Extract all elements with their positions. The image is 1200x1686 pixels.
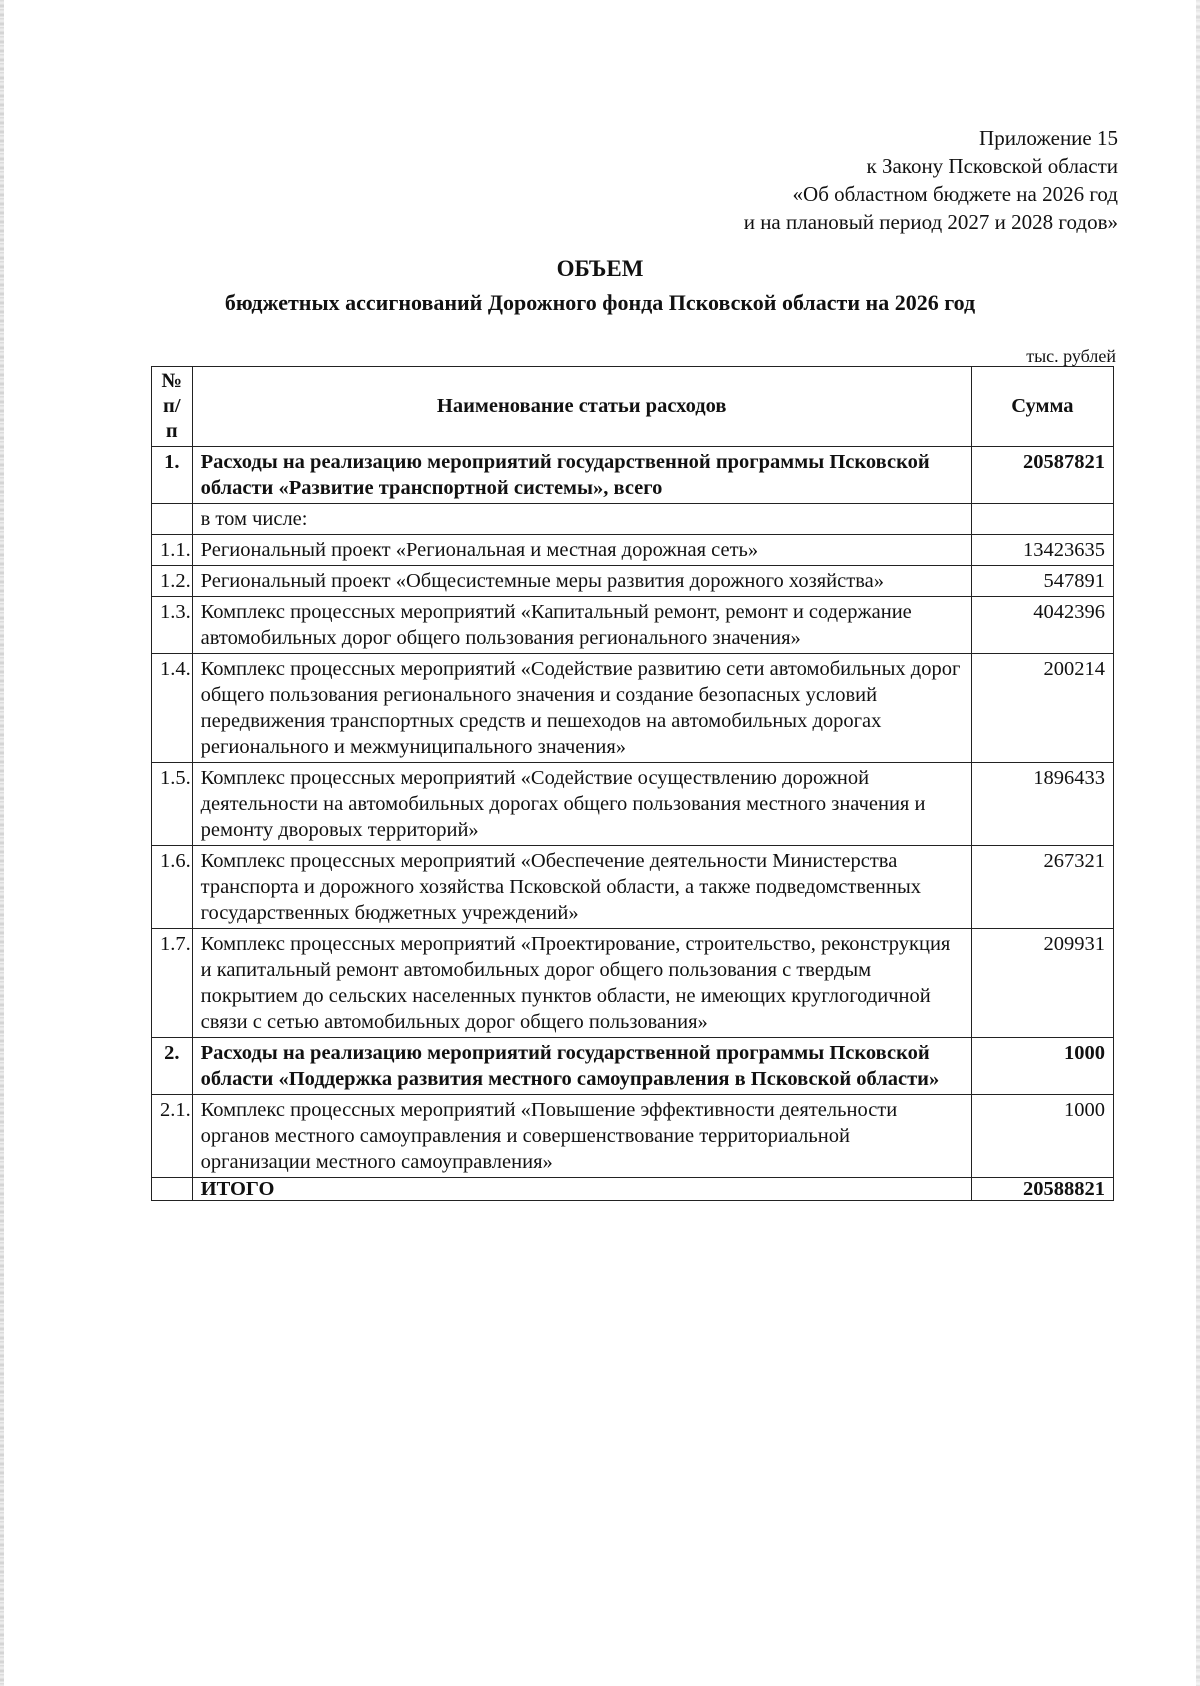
scan-edge-left	[0, 0, 4, 1686]
table-row	[152, 1038, 1114, 1095]
table-body	[152, 447, 1114, 1201]
total-sum: 20588821	[971, 1178, 1113, 1201]
total-row	[152, 1178, 1114, 1201]
row-name: Комплекс процессных мероприятий «Капитальный ремонт, ремонт и содержание автомобильных дорог общего пользования регионального значения»	[192, 597, 971, 654]
row-name: в том числе:	[192, 504, 971, 535]
row-number: 1.7.	[152, 929, 193, 1038]
annex-line-3: «Об областном бюджете на 2026 год	[792, 182, 1118, 206]
header-number: № п/п	[152, 367, 193, 447]
table-row	[152, 846, 1114, 929]
annex-block	[744, 124, 1118, 236]
row-sum: 547891	[971, 566, 1113, 597]
table-row	[152, 504, 1114, 535]
document-subtitle: бюджетных ассигнований Дорожного фонда Псковской области на 2026 год	[224, 290, 976, 315]
row-sum: 20587821	[971, 447, 1113, 504]
row-name: Региональный проект «Общесистемные меры развития дорожного хозяйства»	[192, 566, 971, 597]
document-title: ОБЪЕМ	[556, 256, 644, 281]
table-header-row	[152, 367, 1114, 447]
row-number: 1.5.	[152, 763, 193, 846]
table-row	[152, 1095, 1114, 1178]
table-row	[152, 535, 1114, 566]
table-row	[152, 763, 1114, 846]
total-number-cell	[152, 1178, 193, 1201]
annex-line-4: и на плановый период 2027 и 2028 годов»	[743, 210, 1118, 234]
row-number: 1.3.	[152, 597, 193, 654]
row-name: Комплекс процессных мероприятий «Проектирование, строительство, реконструкция и капитальный ремонт автомобильных дорог общего пользования с твердым покрытием до сельских населенных пунктов области, не имеющих круглогодичной связи с сетью автомобильных дорог общего пользования»	[192, 929, 971, 1038]
row-number: 2.1.	[152, 1095, 193, 1178]
row-sum: 1000	[971, 1095, 1113, 1178]
table-row	[152, 597, 1114, 654]
row-number: 1.4.	[152, 654, 193, 763]
row-number: 2.	[152, 1038, 193, 1095]
table-row	[152, 929, 1114, 1038]
row-number: 1.6.	[152, 846, 193, 929]
scan-edge-right	[1196, 0, 1200, 1686]
row-sum: 267321	[971, 846, 1113, 929]
table-row	[152, 447, 1114, 504]
row-name: Региональный проект «Региональная и местная дорожная сеть»	[192, 535, 971, 566]
row-sum: 4042396	[971, 597, 1113, 654]
row-name: Комплекс процессных мероприятий «Повышение эффективности деятельности органов местного самоуправления и совершенствование территориальной организации местного самоуправления»	[192, 1095, 971, 1178]
row-sum: 13423635	[971, 535, 1113, 566]
row-number: 1.2.	[152, 566, 193, 597]
row-name: Комплекс процессных мероприятий «Обеспечение деятельности Министерства транспорта и дорожного хозяйства Псковской области, а также подведомственных государственных бюджетных учреждений»	[192, 846, 971, 929]
header-sum: Сумма	[971, 367, 1113, 447]
row-number: 1.	[152, 447, 193, 504]
row-number	[152, 504, 193, 535]
row-name: Комплекс процессных мероприятий «Содействие развитию сети автомобильных дорог общего пользования регионального значения и создание безопасных условий передвижения транспортных средств и пешеходов на автомобильных дорогах регионального и межмуниципального значения»	[192, 654, 971, 763]
annex-line-2: к Закону Псковской области	[866, 154, 1118, 178]
row-name: Комплекс процессных мероприятий «Содействие осуществлению дорожной деятельности на автомобильных дорогах общего пользования местного значения и ремонту дворовых территорий»	[192, 763, 971, 846]
budget-table	[151, 366, 1114, 1201]
row-sum: 1000	[971, 1038, 1113, 1095]
total-label: ИТОГО	[192, 1178, 971, 1201]
annex-line-1: Приложение 15	[979, 126, 1118, 150]
table-row	[152, 654, 1114, 763]
table-row	[152, 566, 1114, 597]
row-sum: 1896433	[971, 763, 1113, 846]
row-sum	[971, 504, 1113, 535]
row-sum: 200214	[971, 654, 1113, 763]
row-name: Расходы на реализацию мероприятий государственной программы Псковской области «Поддержка развития местного самоуправления в Псковской области»	[192, 1038, 971, 1095]
header-name: Наименование статьи расходов	[192, 367, 971, 447]
row-sum: 209931	[971, 929, 1113, 1038]
row-number: 1.1.	[152, 535, 193, 566]
units-label: тыс. рублей	[1026, 346, 1116, 366]
row-name: Расходы на реализацию мероприятий государственной программы Псковской области «Развитие транспортной системы», всего	[192, 447, 971, 504]
